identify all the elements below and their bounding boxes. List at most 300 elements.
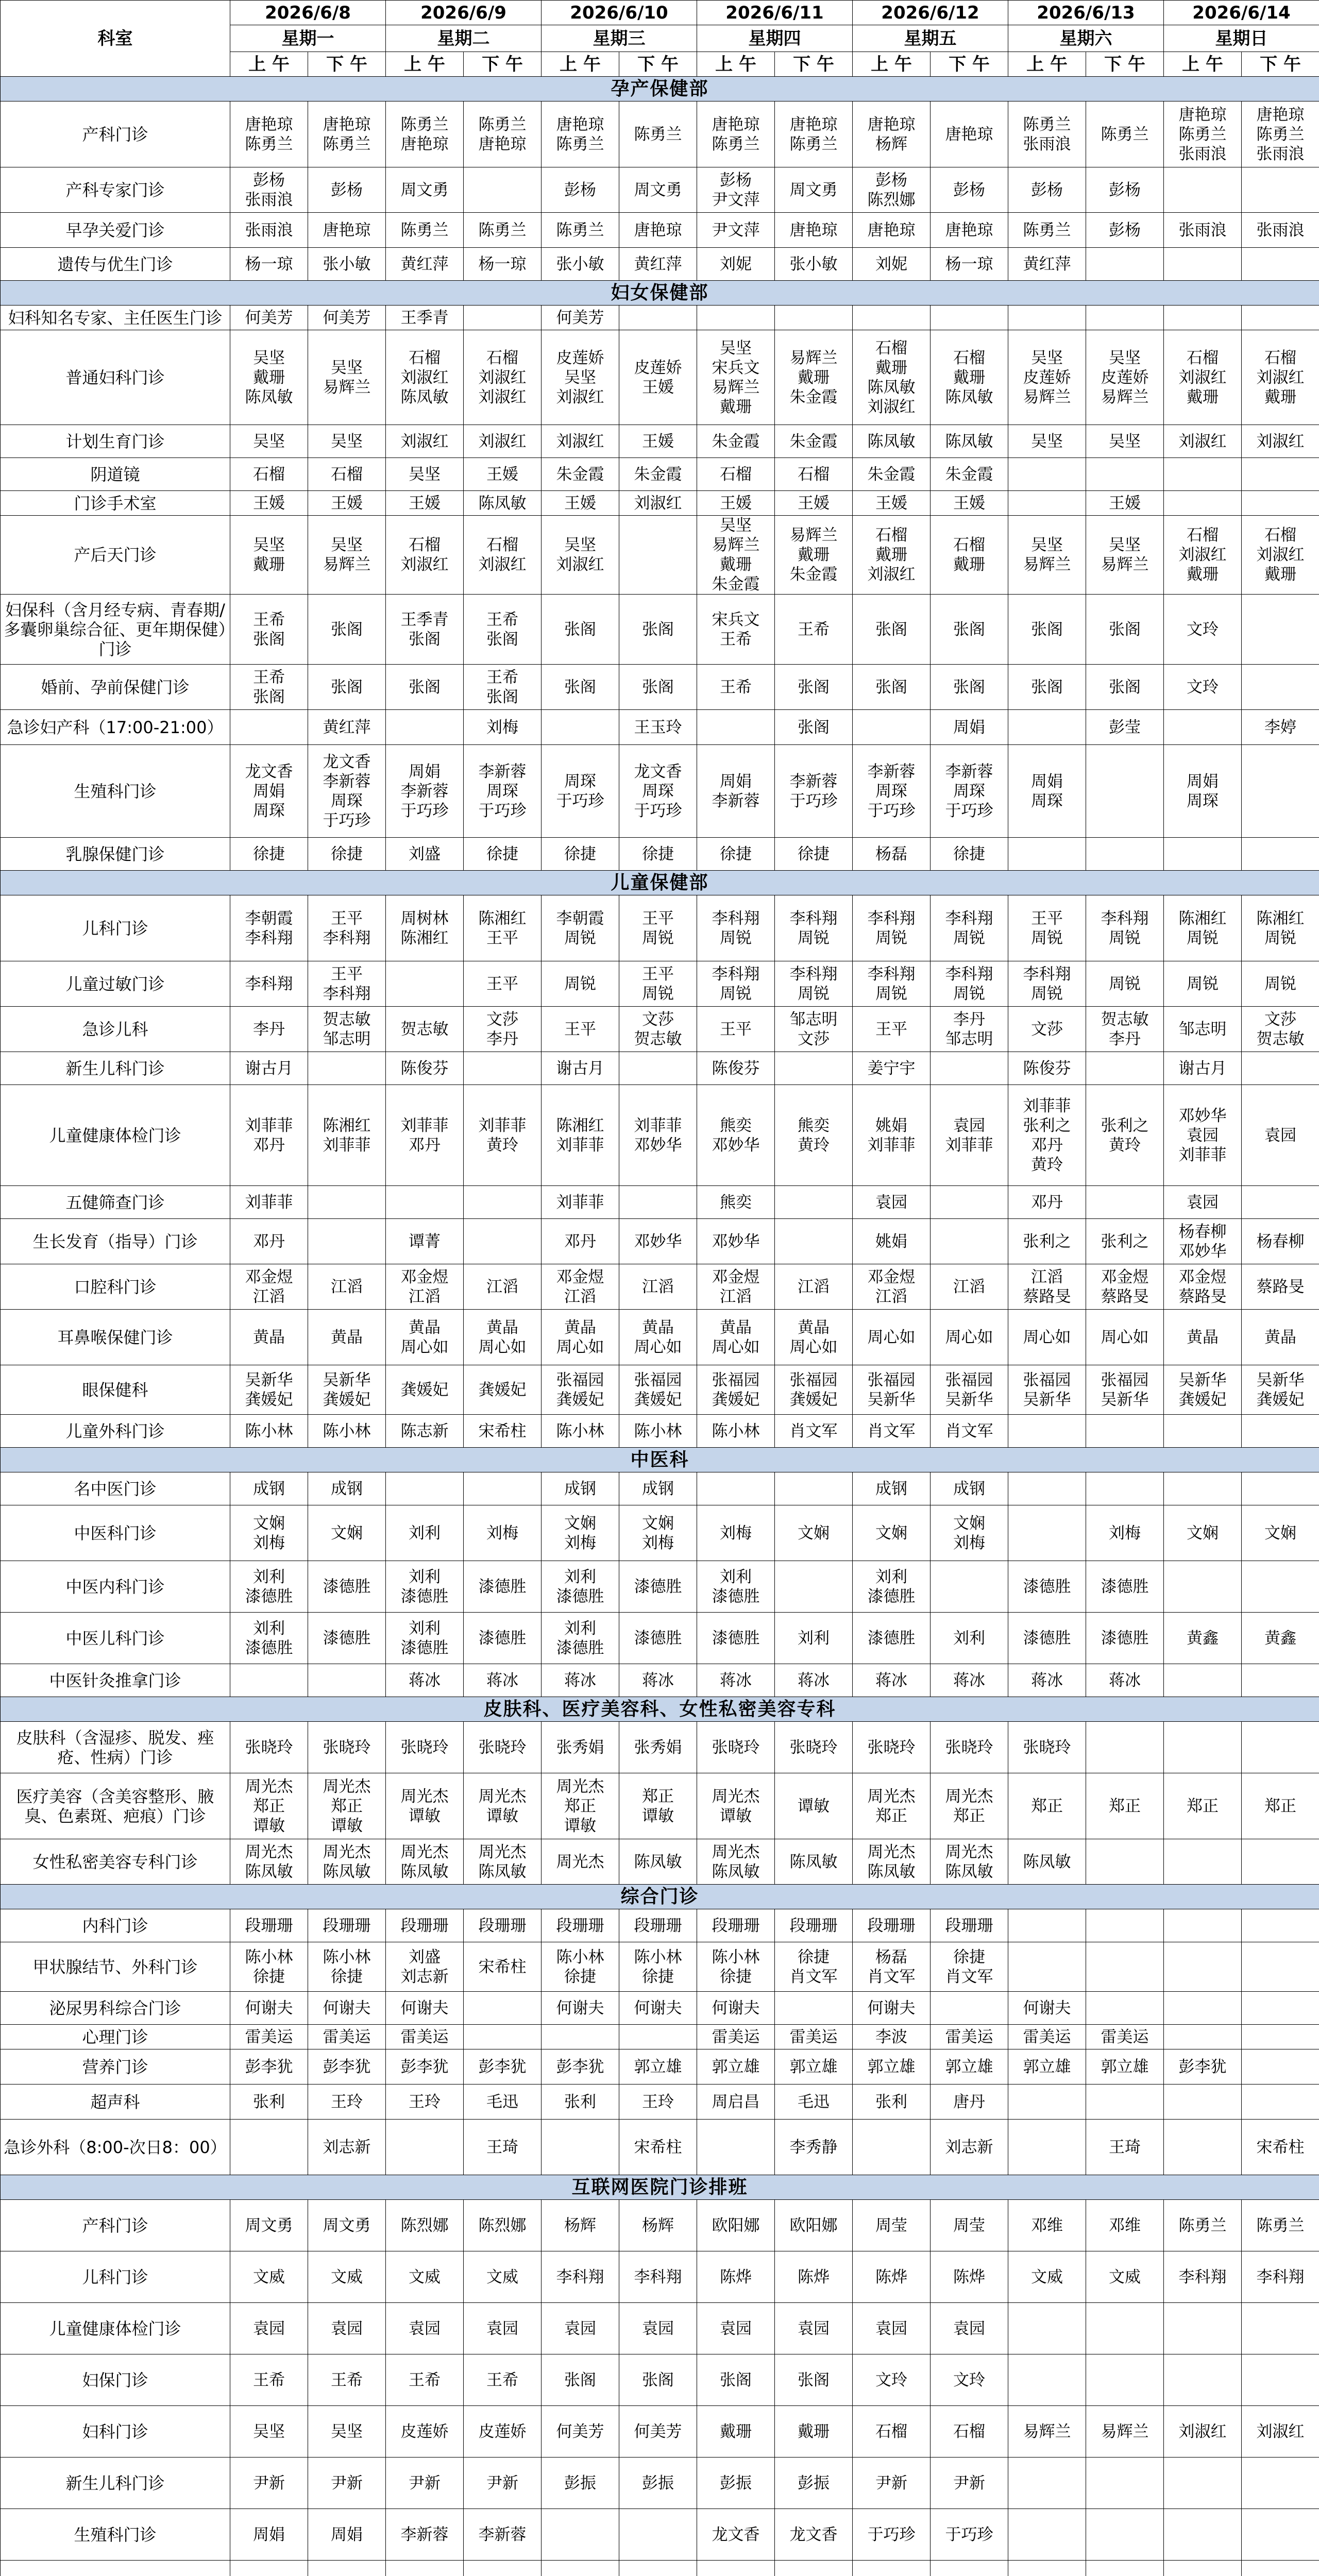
doctor-cell: 成钢 xyxy=(931,1472,1008,1505)
doctor-cell: 张小敏 xyxy=(775,248,853,281)
doctor-cell: 陈勇兰 xyxy=(464,213,542,248)
doctor-cell xyxy=(542,710,619,745)
am-header: 上 午 xyxy=(853,52,931,77)
doctor-cell: 刘淑红 xyxy=(386,425,464,458)
doctor-cell: 贺志敏 xyxy=(386,1007,464,1052)
doctor-cell: 郭立雄 xyxy=(853,2049,931,2084)
doctor-cell: 漆德胜 xyxy=(308,1561,386,1613)
pm-header: 下 午 xyxy=(775,52,853,77)
doctor-cell: 刘利 漆德胜 xyxy=(230,1561,308,1613)
doctor-cell: 陈勇兰 xyxy=(1242,2200,1319,2251)
doctor-cell xyxy=(1008,2120,1086,2175)
doctor-cell: 李科翔 周锐 xyxy=(697,895,775,961)
doctor-cell xyxy=(1242,491,1319,516)
doctor-cell: 刘利 漆德胜 xyxy=(386,1613,464,1664)
doctor-cell: 王平 周锐 xyxy=(619,895,697,961)
doctor-cell: 王平 李科翔 xyxy=(308,961,386,1007)
doctor-cell: 李科翔 周锐 xyxy=(853,895,931,961)
doctor-cell xyxy=(464,2561,542,2576)
doctor-cell xyxy=(1242,595,1319,665)
doctor-cell: 唐艳琼 陈勇兰 xyxy=(308,101,386,167)
doctor-cell: 谢古月 xyxy=(1164,1052,1242,1085)
doctor-cell: 陈勇兰 xyxy=(386,213,464,248)
doctor-cell: 彭杨 xyxy=(1086,213,1164,248)
doctor-cell: 陈湘红 周锐 xyxy=(1164,895,1242,961)
doctor-cell xyxy=(1242,458,1319,491)
dept-name: 计划生育门诊 xyxy=(1,425,230,458)
doctor-cell: 刘妮 xyxy=(853,248,931,281)
doctor-cell: 彭杨 尹文萍 xyxy=(697,167,775,213)
doctor-cell: 刘利 xyxy=(386,1505,464,1561)
doctor-cell: 王媛 xyxy=(619,425,697,458)
dept-name: 女性私密美容专科门诊 xyxy=(1,1839,230,1885)
doctor-cell: 陈勇兰 xyxy=(1164,2200,1242,2251)
doctor-cell xyxy=(697,2120,775,2175)
doctor-cell: 王希 xyxy=(230,2354,308,2406)
doctor-cell: 李科翔 周锐 xyxy=(775,895,853,961)
doctor-cell: 彭振 xyxy=(697,2458,775,2509)
doctor-cell: 陈勇兰 xyxy=(1008,213,1086,248)
doctor-cell: 漆德胜 xyxy=(619,1561,697,1613)
doctor-cell: 王希 xyxy=(386,2354,464,2406)
doctor-cell: 邓丹 xyxy=(542,1219,619,1264)
doctor-cell: 王季青 张阁 xyxy=(386,595,464,665)
table-row xyxy=(1,491,1319,516)
doctor-cell: 成钢 xyxy=(308,1472,386,1505)
dept-name: 妇科知名专家、主任医生门诊 xyxy=(1,306,230,330)
doctor-cell: 周心如 xyxy=(853,1310,931,1365)
doctor-cell xyxy=(931,1186,1008,1219)
table-row xyxy=(1,248,1319,281)
doctor-cell: 朱金霞 xyxy=(775,425,853,458)
doctor-cell: 杨一琼 xyxy=(464,248,542,281)
doctor-cell: 吴坚 易辉兰 xyxy=(1086,516,1164,595)
doctor-cell: 皮莲娇 xyxy=(464,2406,542,2458)
doctor-cell: 张雨浪 xyxy=(1164,213,1242,248)
doctor-cell: 蒋冰 xyxy=(931,1664,1008,1697)
doctor-cell: 文威 xyxy=(308,2251,386,2303)
doctor-cell: 文娴 xyxy=(1164,1505,1242,1561)
doctor-cell xyxy=(1164,2025,1242,2049)
dept-header: 科室 xyxy=(1,1,230,77)
doctor-cell: 邹志明 xyxy=(1164,1007,1242,1052)
doctor-cell: 刘淑红 xyxy=(464,425,542,458)
doctor-cell: 邹志明 文莎 xyxy=(775,1007,853,1052)
doctor-cell: 张阁 xyxy=(775,2354,853,2406)
table-row xyxy=(1,2561,1319,2576)
doctor-cell: 于巧珍 xyxy=(931,2509,1008,2561)
doctor-cell: 张利 xyxy=(542,2084,619,2120)
doctor-cell: 陈俊芬 xyxy=(386,1052,464,1085)
table-row xyxy=(1,1505,1319,1561)
doctor-cell xyxy=(1242,745,1319,838)
doctor-cell: 刘利 xyxy=(775,1613,853,1664)
doctor-cell: 蒋冰 xyxy=(542,1664,619,1697)
doctor-cell: 刘菲菲 邓丹 xyxy=(230,1085,308,1186)
doctor-cell xyxy=(853,2561,931,2576)
doctor-cell xyxy=(775,1186,853,1219)
doctor-cell: 姚娟 xyxy=(853,1219,931,1264)
doctor-cell: 张阁 xyxy=(853,665,931,710)
doctor-cell: 易辉兰 xyxy=(1008,2406,1086,2458)
doctor-cell: 徐捷 xyxy=(308,838,386,871)
doctor-cell: 彭李犹 xyxy=(308,2049,386,2084)
doctor-cell xyxy=(1242,2303,1319,2354)
table-row xyxy=(1,1365,1319,1415)
dept-name: 产后天门诊 xyxy=(1,516,230,595)
doctor-cell: 文玲 xyxy=(931,2354,1008,2406)
doctor-cell: 李科翔 周锐 xyxy=(931,895,1008,961)
doctor-cell: 周娟 周琛 xyxy=(1008,745,1086,838)
doctor-cell xyxy=(1008,2354,1086,2406)
doctor-cell: 彭杨 陈烈娜 xyxy=(853,167,931,213)
table-row xyxy=(1,1219,1319,1264)
dept-name: 生长发育（指导）门诊 xyxy=(1,1219,230,1264)
doctor-cell: 王媛 xyxy=(931,491,1008,516)
doctor-cell xyxy=(1008,2458,1086,2509)
doctor-cell: 周光杰 陈凤敏 xyxy=(230,1839,308,1885)
dept-name: 眼保健科 xyxy=(1,1365,230,1415)
doctor-cell: 袁园 xyxy=(775,2303,853,2354)
doctor-cell: 黄晶 xyxy=(1242,1310,1319,1365)
doctor-cell xyxy=(1242,1992,1319,2025)
doctor-cell xyxy=(464,167,542,213)
table-row xyxy=(1,1310,1319,1365)
doctor-cell: 张阁 xyxy=(931,595,1008,665)
doctor-cell xyxy=(931,1561,1008,1613)
header-row-dates xyxy=(1,1,1319,25)
dept-name: 中医科门诊 xyxy=(1,1505,230,1561)
doctor-cell xyxy=(1242,248,1319,281)
doctor-cell: 张阁 xyxy=(853,595,931,665)
doctor-cell: 周锐 xyxy=(542,961,619,1007)
table-row xyxy=(1,2200,1319,2251)
pm-header: 下 午 xyxy=(619,52,697,77)
doctor-cell: 张福园 吴新华 xyxy=(853,1365,931,1415)
doctor-cell: 陈湘红 周锐 xyxy=(1242,895,1319,961)
table-row xyxy=(1,961,1319,1007)
doctor-cell: 袁园 xyxy=(308,2303,386,2354)
doctor-cell: 蒋冰 xyxy=(464,1664,542,1697)
doctor-cell: 王媛 xyxy=(697,491,775,516)
doctor-cell xyxy=(775,2561,853,2576)
dept-name: 妇保门诊 xyxy=(1,2354,230,2406)
doctor-cell xyxy=(1008,2303,1086,2354)
doctor-cell: 何谢夫 xyxy=(853,1992,931,2025)
doctor-cell xyxy=(1164,710,1242,745)
doctor-cell: 刘利 漆德胜 xyxy=(853,1561,931,1613)
doctor-cell xyxy=(386,1472,464,1505)
doctor-cell: 李科翔 周锐 xyxy=(1008,961,1086,1007)
doctor-cell: 张阁 xyxy=(542,665,619,710)
table-row xyxy=(1,1664,1319,1697)
doctor-cell: 皮莲娇 吴坚 刘淑红 xyxy=(542,330,619,425)
doctor-cell: 周文勇 xyxy=(230,2200,308,2251)
doctor-cell: 吴坚 xyxy=(386,458,464,491)
doctor-cell: 周文勇 xyxy=(386,167,464,213)
doctor-cell: 张晓玲 xyxy=(1008,1722,1086,1773)
doctor-cell: 陈勇兰 唐艳琼 xyxy=(464,101,542,167)
section-title: 中医科 xyxy=(1,1448,1319,1472)
table-row xyxy=(1,710,1319,745)
doctor-cell: 陈小林 徐捷 xyxy=(619,1942,697,1992)
date-header: 2026/6/8 xyxy=(230,1,386,25)
doctor-cell xyxy=(1008,2561,1086,2576)
doctor-cell: 吴坚 宋兵文 易辉兰 戴珊 xyxy=(697,330,775,425)
doctor-cell: 陈凤敏 xyxy=(775,1839,853,1885)
dept-name: 口腔科门诊 xyxy=(1,1264,230,1310)
doctor-cell: 雷美运 xyxy=(775,2025,853,2049)
doctor-cell: 文威 xyxy=(230,2251,308,2303)
doctor-cell xyxy=(386,2561,464,2576)
doctor-cell: 黄红萍 xyxy=(386,248,464,281)
pm-header: 下 午 xyxy=(1242,52,1319,77)
doctor-cell: 刘利 漆德胜 xyxy=(542,1613,619,1664)
table-row xyxy=(1,1942,1319,1992)
doctor-cell: 何美芳 xyxy=(619,2406,697,2458)
doctor-cell: 文威 xyxy=(1086,2251,1164,2303)
doctor-cell xyxy=(1164,2120,1242,2175)
table-row xyxy=(1,1007,1319,1052)
table-row xyxy=(1,458,1319,491)
table-row xyxy=(1,101,1319,167)
doctor-cell xyxy=(1164,1722,1242,1773)
am-header: 上 午 xyxy=(230,52,308,77)
doctor-cell: 段珊珊 xyxy=(619,1909,697,1942)
doctor-cell: 刘菲菲 黄玲 xyxy=(464,1085,542,1186)
doctor-cell: 张阁 xyxy=(1008,595,1086,665)
doctor-cell xyxy=(1086,2561,1164,2576)
dept-name: 名中医门诊 xyxy=(1,1472,230,1505)
doctor-cell: 吴新华 龚媛妃 xyxy=(1242,1365,1319,1415)
doctor-cell: 吴坚 皮莲娇 易辉兰 xyxy=(1086,330,1164,425)
doctor-cell: 李新蓉 周琛 于巧珍 xyxy=(853,745,931,838)
dept-name: 儿童健康体检门诊 xyxy=(1,1085,230,1186)
doctor-cell: 周心如 xyxy=(1008,1310,1086,1365)
doctor-cell xyxy=(1164,838,1242,871)
table-row xyxy=(1,1839,1319,1885)
doctor-cell: 朱金霞 xyxy=(697,425,775,458)
doctor-cell: 李科翔 xyxy=(619,2251,697,2303)
doctor-cell: 郑正 谭敏 xyxy=(619,1773,697,1839)
doctor-cell: 吴新华 龚媛妃 xyxy=(308,1365,386,1415)
doctor-cell: 邓金煜 蔡路旻 xyxy=(1086,1264,1164,1310)
doctor-cell xyxy=(1086,1415,1164,1448)
doctor-cell: 周光杰 陈凤敏 xyxy=(697,1839,775,1885)
doctor-cell: 唐艳琼 xyxy=(619,213,697,248)
doctor-cell: 姜宁宇 xyxy=(853,1052,931,1085)
dept-name: 儿科门诊 xyxy=(1,2251,230,2303)
doctor-cell xyxy=(1086,838,1164,871)
doctor-cell: 邓丹 xyxy=(1008,1186,1086,1219)
doctor-cell: 王媛 xyxy=(1086,491,1164,516)
doctor-cell: 吴坚 易辉兰 xyxy=(1008,516,1086,595)
dept-name: 阴道镜 xyxy=(1,458,230,491)
doctor-cell: 刘菲菲 邓妙华 xyxy=(619,1085,697,1186)
doctor-cell: 漆德胜 xyxy=(308,1613,386,1664)
section-header-row xyxy=(1,2175,1319,2200)
doctor-cell: 李科翔 xyxy=(542,2251,619,2303)
doctor-cell: 周娟 李新蓉 xyxy=(697,745,775,838)
doctor-cell: 周文勇 xyxy=(308,2200,386,2251)
doctor-cell: 邓金煜 江滔 xyxy=(230,1264,308,1310)
doctor-cell: 江滔 xyxy=(619,1264,697,1310)
doctor-cell: 王季青 xyxy=(386,306,464,330)
doctor-cell xyxy=(1086,1186,1164,1219)
doctor-cell: 陈烨 xyxy=(697,2251,775,2303)
doctor-cell: 陈凤敏 xyxy=(1008,1839,1086,1885)
doctor-cell: 张利之 xyxy=(1008,1219,1086,1264)
doctor-cell: 邓维 xyxy=(1008,2200,1086,2251)
doctor-cell: 周树林 陈湘红 xyxy=(386,895,464,961)
doctor-cell: 尹新 xyxy=(230,2458,308,2509)
doctor-cell: 徐捷 xyxy=(775,838,853,871)
doctor-cell xyxy=(1008,1505,1086,1561)
doctor-cell: 王平 xyxy=(853,1007,931,1052)
date-header: 2026/6/10 xyxy=(542,1,697,25)
dept-name: 乳腺保健门诊 xyxy=(1,838,230,871)
doctor-cell: 肖文军 xyxy=(775,1415,853,1448)
doctor-cell: 谢古月 xyxy=(230,1052,308,1085)
doctor-cell: 熊奕 xyxy=(697,1186,775,1219)
dept-name: 超声科 xyxy=(1,2084,230,2120)
dept-name: 医疗美容（含美容整形、腋臭、色素斑、疤痕）门诊 xyxy=(1,1773,230,1839)
dept-name: 生殖科门诊 xyxy=(1,2509,230,2561)
doctor-cell: 周娟 周琛 xyxy=(1164,745,1242,838)
doctor-cell xyxy=(697,710,775,745)
doctor-cell xyxy=(1164,2354,1242,2406)
doctor-cell: 袁园 xyxy=(464,2303,542,2354)
doctor-cell xyxy=(1242,1722,1319,1773)
doctor-cell: 文娴 刘梅 xyxy=(230,1505,308,1561)
doctor-cell xyxy=(1008,1415,1086,1448)
doctor-cell xyxy=(1242,2458,1319,2509)
doctor-cell: 何谢夫 xyxy=(1008,1992,1086,2025)
doctor-cell: 刘梅 xyxy=(464,1505,542,1561)
doctor-cell: 黄晶 xyxy=(308,1310,386,1365)
doctor-cell: 张阁 xyxy=(775,710,853,745)
doctor-cell: 石榴 戴珊 陈凤敏 刘淑红 xyxy=(853,330,931,425)
table-row xyxy=(1,1472,1319,1505)
doctor-cell: 唐艳琼 xyxy=(308,213,386,248)
doctor-cell xyxy=(931,1992,1008,2025)
dept-name: 儿童健康体检门诊 xyxy=(1,2303,230,2354)
doctor-cell: 段珊珊 xyxy=(542,1909,619,1942)
doctor-cell xyxy=(542,2120,619,2175)
doctor-cell xyxy=(1242,2509,1319,2561)
doctor-cell: 彭李犹 xyxy=(386,2049,464,2084)
doctor-cell xyxy=(1164,458,1242,491)
doctor-cell: 肖文军 xyxy=(931,1415,1008,1448)
doctor-cell: 徐捷 xyxy=(697,838,775,871)
doctor-cell: 江滔 蔡路旻 xyxy=(1008,1264,1086,1310)
section-title: 皮肤科、医疗美容科、女性私密美容专科 xyxy=(1,1697,1319,1722)
doctor-cell xyxy=(1086,248,1164,281)
doctor-cell: 文莎 贺志敏 xyxy=(619,1007,697,1052)
doctor-cell: 黄晶 周心如 xyxy=(464,1310,542,1365)
doctor-cell: 石榴 戴珊 陈凤敏 xyxy=(931,330,1008,425)
doctor-cell: 文娴 xyxy=(853,1505,931,1561)
date-header: 2026/6/9 xyxy=(386,1,542,25)
doctor-cell: 黄鑫 xyxy=(1242,1613,1319,1664)
doctor-cell: 王平 周锐 xyxy=(619,961,697,1007)
doctor-cell: 张小敏 xyxy=(542,248,619,281)
doctor-cell: 彭李犹 xyxy=(1164,2049,1242,2084)
doctor-cell: 陈勇兰 xyxy=(619,101,697,167)
doctor-cell: 戴珊 xyxy=(775,2406,853,2458)
dept-name: 中医儿科门诊 xyxy=(1,1613,230,1664)
doctor-cell: 张福园 吴新华 xyxy=(1008,1365,1086,1415)
table-row xyxy=(1,1722,1319,1773)
doctor-cell: 石榴 刘淑红 陈凤敏 xyxy=(386,330,464,425)
doctor-cell: 戴珊 xyxy=(697,2406,775,2458)
doctor-cell: 陈小林 徐捷 xyxy=(542,1942,619,1992)
doctor-cell: 张福园 吴新华 xyxy=(1086,1365,1164,1415)
doctor-cell: 李朝霞 周锐 xyxy=(542,895,619,961)
doctor-cell: 贺志敏 李丹 xyxy=(1086,1007,1164,1052)
table-row xyxy=(1,2025,1319,2049)
doctor-cell: 吴坚 戴珊 xyxy=(230,516,308,595)
doctor-cell: 张利 xyxy=(230,2084,308,2120)
doctor-cell xyxy=(931,1052,1008,1085)
doctor-cell: 张阁 xyxy=(697,2354,775,2406)
doctor-cell: 段珊珊 xyxy=(697,1909,775,1942)
doctor-cell: 雷美运 xyxy=(697,2025,775,2049)
doctor-cell: 陈小林 徐捷 xyxy=(308,1942,386,1992)
table-row xyxy=(1,1264,1319,1310)
doctor-cell: 张雨浪 xyxy=(230,213,308,248)
doctor-cell: 刘淑红 xyxy=(1242,425,1319,458)
date-header: 2026/6/13 xyxy=(1008,1,1164,25)
doctor-cell: 郭立雄 xyxy=(775,2049,853,2084)
doctor-cell: 吴坚 皮莲娇 易辉兰 xyxy=(1008,330,1086,425)
doctor-cell: 张晓玲 xyxy=(386,1722,464,1773)
doctor-cell: 成钢 xyxy=(542,1472,619,1505)
section-header-row xyxy=(1,1448,1319,1472)
doctor-cell: 何美芳 xyxy=(308,306,386,330)
doctor-cell: 邓金煜 江滔 xyxy=(853,1264,931,1310)
doctor-cell xyxy=(853,2120,931,2175)
doctor-cell: 朱金霞 xyxy=(542,458,619,491)
doctor-cell: 张阁 xyxy=(386,665,464,710)
doctor-cell: 石榴 xyxy=(697,458,775,491)
doctor-cell: 何美芳 xyxy=(230,306,308,330)
doctor-cell: 石榴 刘淑红 戴珊 xyxy=(1242,516,1319,595)
doctor-cell: 郑正 xyxy=(1164,1773,1242,1839)
doctor-cell: 文玲 xyxy=(1164,665,1242,710)
doctor-cell: 李科翔 周锐 xyxy=(1086,895,1164,961)
doctor-cell: 刘梅 xyxy=(464,710,542,745)
doctor-cell: 陈小林 xyxy=(697,1415,775,1448)
doctor-cell: 石榴 刘淑红 xyxy=(386,516,464,595)
doctor-cell: 王玲 xyxy=(308,2084,386,2120)
doctor-cell: 王希 张阁 xyxy=(464,595,542,665)
doctor-cell: 宋希柱 xyxy=(464,1415,542,1448)
doctor-cell: 文威 xyxy=(386,2251,464,2303)
doctor-cell: 袁园 刘菲菲 xyxy=(931,1085,1008,1186)
doctor-cell: 石榴 xyxy=(931,2406,1008,2458)
doctor-cell: 成钢 xyxy=(619,1472,697,1505)
doctor-cell: 黄晶 xyxy=(230,1310,308,1365)
doctor-cell xyxy=(230,2120,308,2175)
doctor-cell: 周锐 xyxy=(1242,961,1319,1007)
doctor-cell: 刘菲菲 邓丹 xyxy=(386,1085,464,1186)
doctor-cell: 张阁 xyxy=(308,595,386,665)
date-header: 2026/6/11 xyxy=(697,1,853,25)
doctor-cell: 周娟 xyxy=(230,2509,308,2561)
doctor-cell: 石榴 戴珊 xyxy=(931,516,1008,595)
doctor-cell: 张阁 xyxy=(1086,595,1164,665)
